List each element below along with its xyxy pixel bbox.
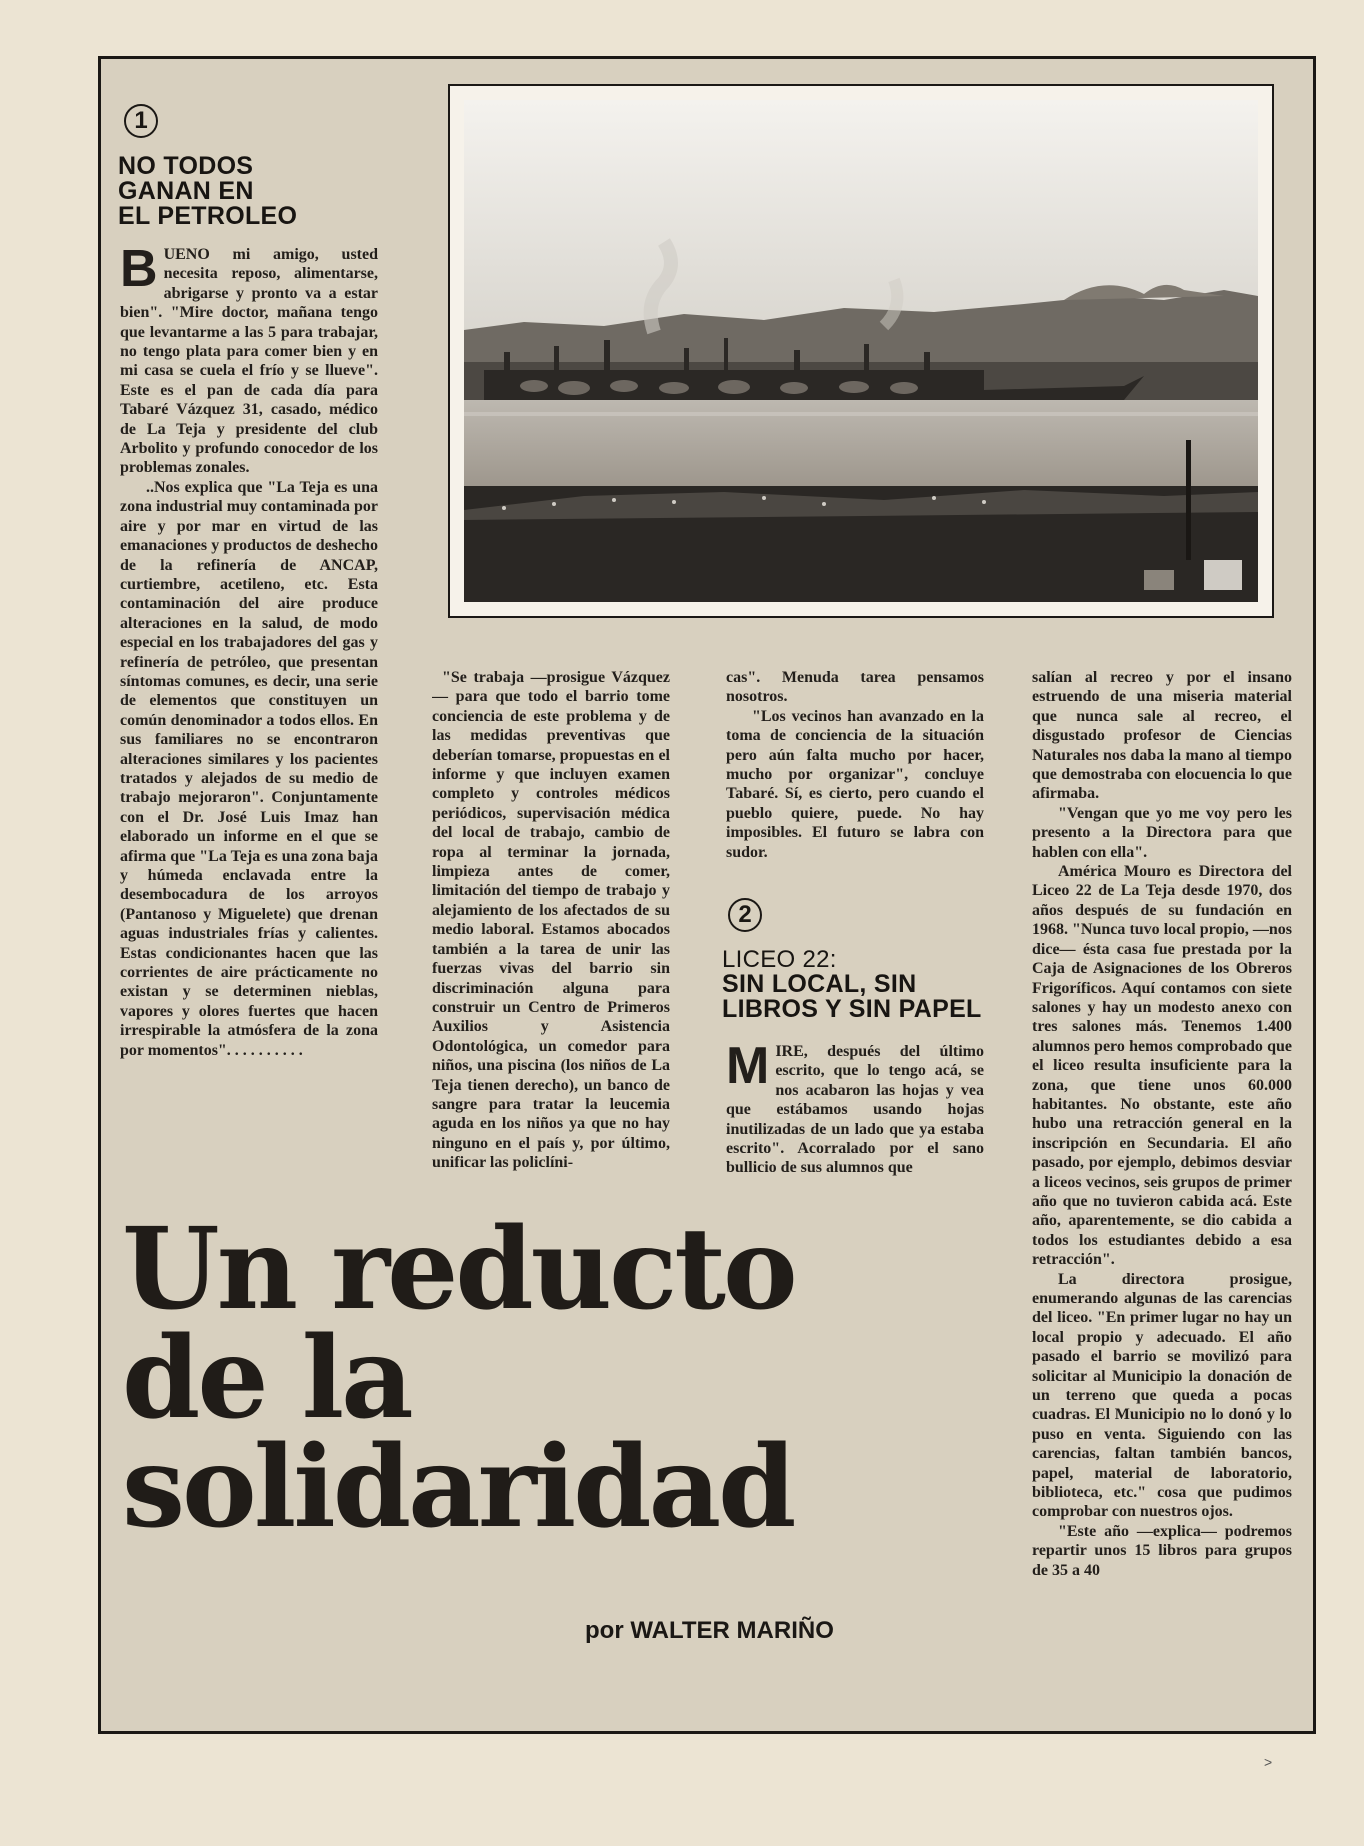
section-1-heading-line: NO TODOS	[118, 152, 254, 180]
dropcap-m: M	[726, 1042, 770, 1095]
refinery-harbor-image	[464, 100, 1258, 602]
article-column-3-bottom	[726, 1042, 984, 1194]
dropcap-b: B	[120, 245, 158, 298]
section-2-heading-line: LIBROS Y SIN PAPEL	[722, 995, 982, 1023]
section-2-heading-line: SIN LOCAL, SIN	[722, 970, 917, 998]
section-1-heading	[118, 154, 418, 229]
paragraph: "Vengan que yo me voy pero les presento a la Directora para que hablen con ella".	[1032, 804, 1292, 861]
paragraph: "Los vecinos han avanzado en la toma de conciencia de la situación pero aún falta mucho por hacer, mucho por organizar", concluye Tabaré. Sí, es cierto, pero cuando el pueblo quiere, puede. No hay imposibles. El futuro se labra con sudor.	[726, 707, 984, 861]
paragraph: UENO mi amigo, usted necesita reposo, alimentarse, abrigarse y pronto va a estar bien". "Mire doctor, mañana tengo que levantarme a las 5 para trabajar, no tengo plata para comer bien y en mi casa se cuela el frío y se llueve". Este es el pan de cada día para Tabaré Vázquez 31, casado, médico de La Teja y presidente del club Arbolito y profundo conocedor de los problemas zonales.	[120, 246, 378, 477]
article-column-2	[432, 668, 670, 1196]
article-column-4	[1032, 668, 1292, 1716]
section-1-heading-line: EL PETROLEO	[118, 202, 298, 230]
section-2-heading-line: LICEO 22:	[722, 946, 837, 973]
paragraph: "Se trabaja —prosigue Vázquez— para que todo el barrio tome conciencia de este problema y de las medidas preventivas que deberían tomarse, propuestas en el informe y que incluyen examen completo y controles médicos periódicos, supervisación médica del local de trabajo, cambio de ropa al terminar la jornada, limpieza antes de comer, limitación del tiempo de trabajo y alejamiento de los afectados de su medio laboral. Estamos abocados también a la tarea de unir las fuerzas vivas del barrio sin discriminación alguna para construir un Centro de Primeros Auxilios y Asistencia Odontológica, un comedor para niños, una piscina (los niños de La Teja tienen derecho), un banco de sangre para tratar la leucemia aguda en los niños ya que no hay ninguno en el país y, por último, unificar las policlíni-	[432, 669, 670, 1172]
paragraph: IRE, después del último escrito, que lo tengo acá, se nos acabaron las hojas y vea que estábamos usando hojas inutilizadas de un lado que ya estaba escrito". Acorralado por el sano bullicio de sus alumnos que	[726, 1043, 984, 1177]
paragraph: salían al recreo y por el insano estruendo de una miseria material que nunca sale al recreo, el disgustado profesor de Ciencias Naturales nos daba la mano al tiempo que demostraba con elocuencia lo que afirmaba.	[1032, 669, 1292, 803]
paragraph: América Mouro es Directora del Liceo 22 de La Teja desde 1970, dos años después de su fundación en 1968. "Nunca tuvo local propio, —nos dice— ésta casa fue prestada por la Caja de Asignaciones de los Obreros Frigoríficos. Aquí contamos con siete salones y hay un modesto anexo con tres salones más. Tenemos 1.400 alumnos pero hemos comprobado que el liceo resulta insuficiente para la zona, que tiene unos 60.000 habitantes. No obstante, este año hubo una retracción general en la inscripción en Secundaria. El año pasado, por ejemplo, debimos desviar a liceos vecinos, seis grupos de primer año que no tuvieron cabida acá. Este año, aparentemente, se dio cabida a todos los estudiantes debido a esa retracción".	[1032, 863, 1292, 1269]
headline-line: de la	[122, 1313, 411, 1444]
refinery-photo	[448, 84, 1274, 618]
paragraph: La directora prosigue, enumerando algunas de las carencias del liceo. "En primer lugar no hay un local propio y adecuado. El año pasado el barrio se movilizó para solicitar al Municipio la donación de un terreno que queda a pocas cuadras. El Municipio no lo donó y lo puso en venta. Siguiendo con las carencias, faltan también bancos, papel, material de laboratorio, biblioteca, etc." cosa que pudimos comprobar con nuestros ojos.	[1032, 1270, 1292, 1521]
article-column-3-top	[726, 668, 984, 878]
headline-line: Un reducto	[122, 1204, 795, 1335]
section-2-heading	[722, 948, 1002, 1022]
page-corner-mark: >	[1264, 1754, 1273, 1770]
article-column-1	[120, 245, 378, 1195]
article-headline	[122, 1204, 795, 1553]
headline-line: solidaridad	[122, 1422, 794, 1553]
section-number-1: 1	[124, 104, 158, 138]
paragraph: "Este año —explica— podremos repartir unos 15 libros para grupos de 35 a 40	[1032, 1522, 1292, 1579]
paragraph: cas". Menuda tarea pensamos nosotros.	[726, 669, 984, 706]
section-1-heading-line: GANAN EN	[118, 177, 254, 205]
byline: por WALTER MARIÑO	[585, 1617, 834, 1644]
section-number-2: 2	[728, 898, 762, 932]
paragraph: ..Nos explica que "La Teja es una zona industrial muy contaminada por aire y por mar en virtud de las emanaciones y productos de deshecho de la refinería de ANCAP, curtiembre, acetileno, etc. Esta contaminación del aire produce alteraciones en la salud, de modo especial en los trabajadores del gas y refinería de petróleo, que presentan síntomas comunes, es decir, una serie de elementos que constituyen un común denominador a todos ellos. En sus familiares no se encontraron alteraciones similares y los pacientes tratados y alejados de su medio de trabajo mejoraron". Conjuntamente con el Dr. José Luis Imaz han elaborado un informe en el que se afirma que "La Teja es una zona baja y húmeda enclavada entre la desembocadura de los arroyos (Pantanoso y Miguelete) que drenan aguas industriales frías y calientes. Estas condicionantes hacen que las corrientes de aire prácticamente no existan y se determinen nieblas, vapores y olores fuertes que hacen irrespirable la atmósfera de la zona por momentos". . . . . . . . . .	[120, 478, 378, 1059]
